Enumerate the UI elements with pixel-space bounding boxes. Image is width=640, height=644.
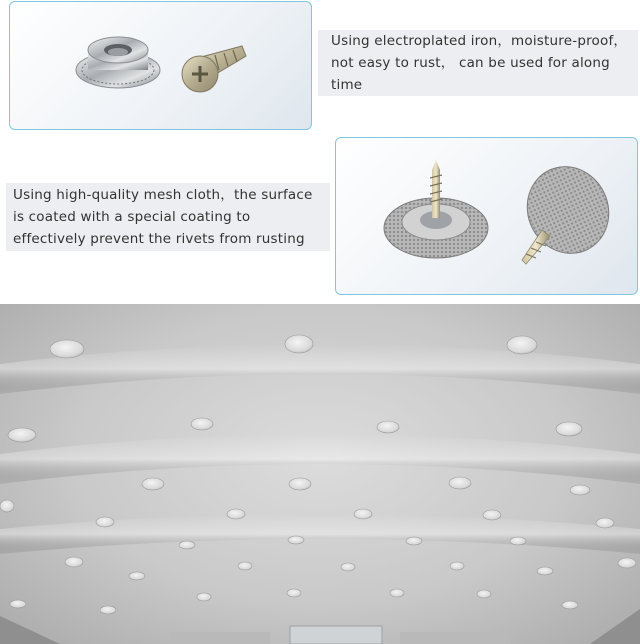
car-headliner-photo [0,304,640,644]
product-image-metal-parts [9,1,312,130]
product-image-mesh-rivet [335,137,638,295]
mesh-rivet-illustration [336,138,636,293]
snap-base-icon [76,37,160,88]
feature-caption-mesh-cloth: Using high-quality mesh cloth，the surface is coated with a special coating to effectively prevent the rivets from rusting [6,183,330,251]
mesh-rivet-cap-icon [513,153,623,267]
headliner-with-rivets-illustration [0,304,640,644]
mesh-rivet-base-icon [384,160,488,258]
screw-icon [182,46,246,92]
feature-caption-electroplated: Using electroplated iron，moisture-proof，not easy to rust， can be used for along time [318,30,638,96]
metal-snap-and-screw-illustration [10,2,310,128]
roof-edge-frames [0,609,640,644]
